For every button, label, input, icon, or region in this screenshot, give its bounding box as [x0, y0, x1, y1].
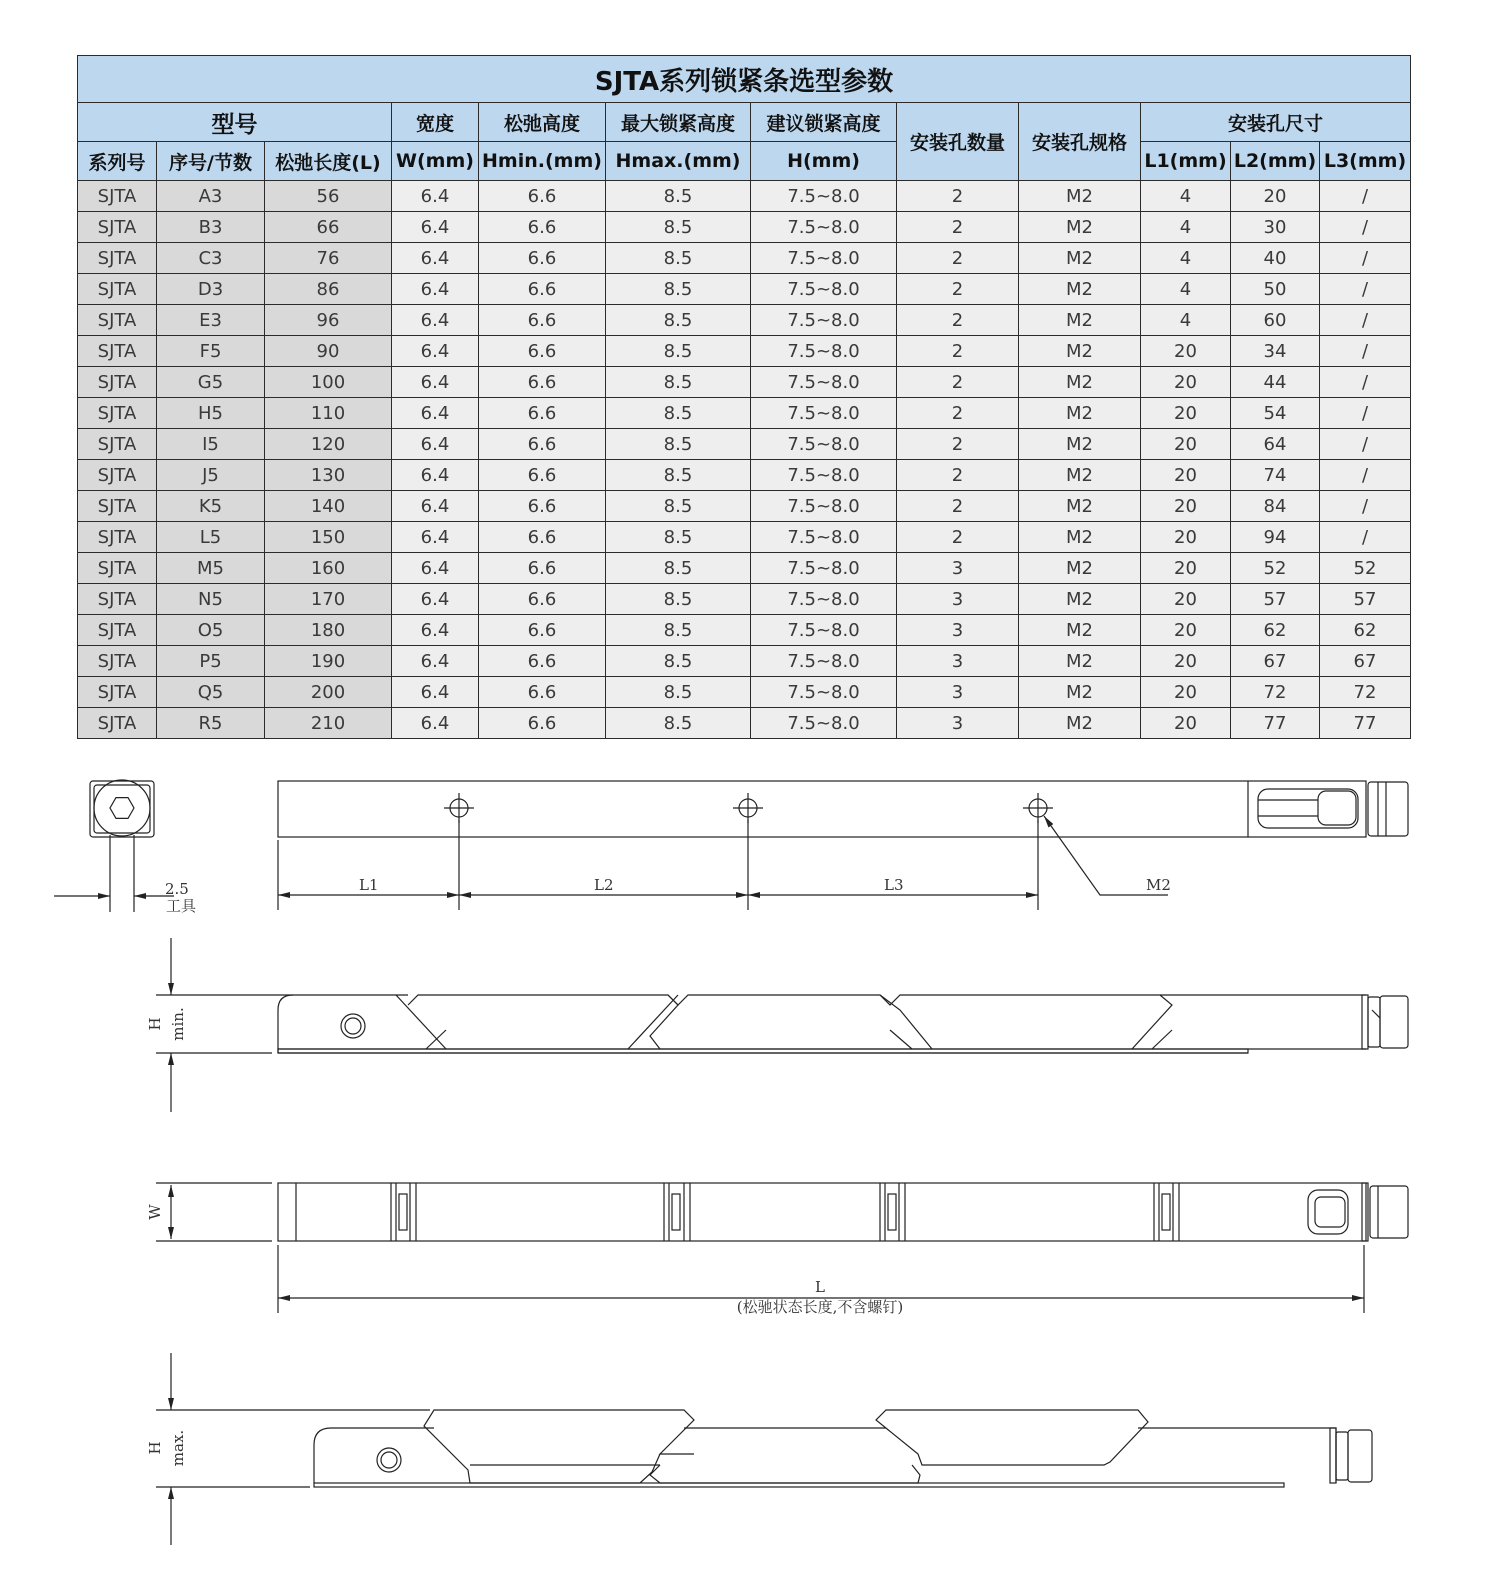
cell-length: 170 — [265, 584, 392, 615]
cell-hole-spec: M2 — [1019, 615, 1141, 646]
cell-l1: 20 — [1141, 429, 1231, 460]
cell-hole-count: 2 — [897, 429, 1019, 460]
cell-l1: 4 — [1141, 305, 1231, 336]
cell-w: 6.4 — [392, 212, 479, 243]
cell-l3: 62 — [1320, 615, 1411, 646]
cell-l1: 4 — [1141, 243, 1231, 274]
cell-h: 7.5~8.0 — [751, 429, 897, 460]
cell-hole-spec: M2 — [1019, 460, 1141, 491]
cell-l1: 20 — [1141, 708, 1231, 739]
cell-length: 210 — [265, 708, 392, 739]
cell-code: N5 — [157, 584, 265, 615]
cell-h: 7.5~8.0 — [751, 584, 897, 615]
side-view-hmax — [156, 1353, 1372, 1545]
cell-l1: 20 — [1141, 677, 1231, 708]
tool-size-label: 2.5 — [165, 880, 189, 898]
cell-code: L5 — [157, 522, 265, 553]
cell-length: 190 — [265, 646, 392, 677]
cell-code: C3 — [157, 243, 265, 274]
cell-length: 160 — [265, 553, 392, 584]
cell-w: 6.4 — [392, 584, 479, 615]
cell-h: 7.5~8.0 — [751, 553, 897, 584]
cell-series: SJTA — [78, 584, 157, 615]
cell-hmin: 6.6 — [479, 212, 606, 243]
cell-hmax: 8.5 — [606, 522, 751, 553]
cell-w: 6.4 — [392, 460, 479, 491]
cell-hmax: 8.5 — [606, 460, 751, 491]
cell-l2: 44 — [1231, 367, 1320, 398]
cell-length: 76 — [265, 243, 392, 274]
header-l1: L1(mm) — [1141, 142, 1231, 181]
cell-l3: / — [1320, 429, 1411, 460]
cell-w: 6.4 — [392, 708, 479, 739]
top-view — [278, 781, 1408, 910]
cell-hmax: 8.5 — [606, 429, 751, 460]
header-width: 宽度 — [392, 103, 479, 142]
cell-series: SJTA — [78, 429, 157, 460]
cell-l2: 20 — [1231, 181, 1320, 212]
cell-series: SJTA — [78, 274, 157, 305]
l2-label: L2 — [594, 876, 614, 894]
cell-code: Q5 — [157, 677, 265, 708]
cell-hole-count: 3 — [897, 646, 1019, 677]
cell-length: 100 — [265, 367, 392, 398]
cell-w: 6.4 — [392, 274, 479, 305]
dimension-labels — [146, 876, 1171, 1466]
cell-h: 7.5~8.0 — [751, 274, 897, 305]
cell-hole-count: 3 — [897, 677, 1019, 708]
cell-hmin: 6.6 — [479, 367, 606, 398]
hmax-sub-label: max. — [169, 1429, 187, 1467]
header-hole-size: 安装孔尺寸 — [1141, 103, 1411, 142]
cell-hole-count: 2 — [897, 212, 1019, 243]
cell-l3: / — [1320, 243, 1411, 274]
header-h: 建议锁紧高度 — [751, 103, 897, 142]
cell-code: P5 — [157, 646, 265, 677]
table-title: SJTA系列锁紧条选型参数 — [78, 56, 1411, 103]
cell-code: F5 — [157, 336, 265, 367]
header-w-mm: W(mm) — [392, 142, 479, 181]
cell-code: G5 — [157, 367, 265, 398]
header-l3: L3(mm) — [1320, 142, 1411, 181]
cell-series: SJTA — [78, 212, 157, 243]
cell-l2: 34 — [1231, 336, 1320, 367]
cell-hmin: 6.6 — [479, 677, 606, 708]
cell-w: 6.4 — [392, 367, 479, 398]
cell-hole-count: 2 — [897, 274, 1019, 305]
cell-w: 6.4 — [392, 429, 479, 460]
tool-label: 工具 — [166, 897, 197, 915]
cell-hole-spec: M2 — [1019, 584, 1141, 615]
cell-h: 7.5~8.0 — [751, 646, 897, 677]
cell-length: 90 — [265, 336, 392, 367]
cell-hmin: 6.6 — [479, 522, 606, 553]
cell-l2: 50 — [1231, 274, 1320, 305]
cell-hole-count: 2 — [897, 243, 1019, 274]
cell-hmax: 8.5 — [606, 274, 751, 305]
cell-l3: 72 — [1320, 677, 1411, 708]
cell-w: 6.4 — [392, 677, 479, 708]
cell-hmax: 8.5 — [606, 677, 751, 708]
cell-l2: 40 — [1231, 243, 1320, 274]
cell-l1: 20 — [1141, 491, 1231, 522]
cell-hmin: 6.6 — [479, 553, 606, 584]
cell-hmin: 6.6 — [479, 708, 606, 739]
cell-h: 7.5~8.0 — [751, 212, 897, 243]
cell-code: D3 — [157, 274, 265, 305]
cell-hmax: 8.5 — [606, 336, 751, 367]
cell-hmax: 8.5 — [606, 615, 751, 646]
cell-code: J5 — [157, 460, 265, 491]
cell-l3: / — [1320, 181, 1411, 212]
hmin-sub-label: min. — [169, 1007, 187, 1041]
width-view — [156, 1183, 1408, 1313]
cell-hole-count: 2 — [897, 367, 1019, 398]
cell-hole-spec: M2 — [1019, 367, 1141, 398]
cell-l2: 67 — [1231, 646, 1320, 677]
cell-l1: 4 — [1141, 274, 1231, 305]
cell-l2: 94 — [1231, 522, 1320, 553]
cell-hole-spec: M2 — [1019, 429, 1141, 460]
cell-l1: 20 — [1141, 615, 1231, 646]
cell-hole-count: 2 — [897, 398, 1019, 429]
cell-series: SJTA — [78, 491, 157, 522]
header-l2: L2(mm) — [1231, 142, 1320, 181]
cell-series: SJTA — [78, 398, 157, 429]
cell-hole-count: 3 — [897, 553, 1019, 584]
cell-l2: 60 — [1231, 305, 1320, 336]
header-hole-spec: 安装孔规格 — [1019, 103, 1141, 181]
cell-hole-count: 2 — [897, 491, 1019, 522]
cell-h: 7.5~8.0 — [751, 367, 897, 398]
cell-hole-spec: M2 — [1019, 398, 1141, 429]
cell-l2: 74 — [1231, 460, 1320, 491]
cell-l2: 64 — [1231, 429, 1320, 460]
cell-h: 7.5~8.0 — [751, 305, 897, 336]
cell-length: 66 — [265, 212, 392, 243]
cell-series: SJTA — [78, 181, 157, 212]
cell-l1: 20 — [1141, 367, 1231, 398]
cell-length: 110 — [265, 398, 392, 429]
mount-hole-1 — [444, 793, 474, 823]
cell-w: 6.4 — [392, 305, 479, 336]
hmin-h-label: H — [146, 1017, 164, 1031]
cell-hmax: 8.5 — [606, 553, 751, 584]
cell-l3: / — [1320, 398, 1411, 429]
cell-hmax: 8.5 — [606, 398, 751, 429]
hex-socket-icon — [110, 798, 134, 819]
cell-l1: 20 — [1141, 336, 1231, 367]
cell-hole-spec: M2 — [1019, 522, 1141, 553]
cell-code: I5 — [157, 429, 265, 460]
cell-code: B3 — [157, 212, 265, 243]
cell-l1: 20 — [1141, 460, 1231, 491]
cell-l3: / — [1320, 305, 1411, 336]
cell-l1: 20 — [1141, 398, 1231, 429]
cell-hole-count: 3 — [897, 708, 1019, 739]
cell-h: 7.5~8.0 — [751, 181, 897, 212]
cell-w: 6.4 — [392, 522, 479, 553]
cell-l3: / — [1320, 522, 1411, 553]
cell-hmax: 8.5 — [606, 181, 751, 212]
cell-hmax: 8.5 — [606, 367, 751, 398]
cell-hmax: 8.5 — [606, 491, 751, 522]
header-model: 型号 — [78, 103, 392, 142]
cell-hmin: 6.6 — [479, 181, 606, 212]
cell-hole-spec: M2 — [1019, 181, 1141, 212]
hole-callout-label: M2 — [1146, 876, 1171, 894]
cell-l2: 84 — [1231, 491, 1320, 522]
cell-hole-spec: M2 — [1019, 212, 1141, 243]
cell-hmax: 8.5 — [606, 243, 751, 274]
cell-hole-spec: M2 — [1019, 677, 1141, 708]
header-hmin-mm: Hmin.(mm) — [479, 142, 606, 181]
w-label: W — [146, 1204, 164, 1220]
cell-l1: 20 — [1141, 584, 1231, 615]
cell-hmin: 6.6 — [479, 243, 606, 274]
end-view — [54, 780, 174, 912]
cell-w: 6.4 — [392, 615, 479, 646]
header-series: 系列号 — [78, 142, 157, 181]
header-hmax: 最大锁紧高度 — [606, 103, 751, 142]
cell-length: 200 — [265, 677, 392, 708]
cell-h: 7.5~8.0 — [751, 615, 897, 646]
cell-hole-spec: M2 — [1019, 243, 1141, 274]
cell-w: 6.4 — [392, 243, 479, 274]
cell-w: 6.4 — [392, 398, 479, 429]
cell-code: K5 — [157, 491, 265, 522]
cell-hole-spec: M2 — [1019, 491, 1141, 522]
cell-l1: 20 — [1141, 522, 1231, 553]
cell-code: E3 — [157, 305, 265, 336]
cell-l3: / — [1320, 336, 1411, 367]
cell-hole-spec: M2 — [1019, 646, 1141, 677]
cell-length: 86 — [265, 274, 392, 305]
cell-hmin: 6.6 — [479, 429, 606, 460]
cell-hmin: 6.6 — [479, 584, 606, 615]
cell-w: 6.4 — [392, 553, 479, 584]
cell-hmax: 8.5 — [606, 584, 751, 615]
cell-l2: 54 — [1231, 398, 1320, 429]
cell-hmax: 8.5 — [606, 305, 751, 336]
cell-hmin: 6.6 — [479, 615, 606, 646]
cell-l2: 62 — [1231, 615, 1320, 646]
cell-series: SJTA — [78, 615, 157, 646]
cell-l3: 52 — [1320, 553, 1411, 584]
header-length: 松弛长度(L) — [265, 142, 392, 181]
cell-code: O5 — [157, 615, 265, 646]
cell-hmin: 6.6 — [479, 460, 606, 491]
cell-series: SJTA — [78, 367, 157, 398]
cell-l2: 72 — [1231, 677, 1320, 708]
cell-l3: / — [1320, 460, 1411, 491]
cell-hole-spec: M2 — [1019, 708, 1141, 739]
cell-hmin: 6.6 — [479, 398, 606, 429]
cell-l2: 52 — [1231, 553, 1320, 584]
mount-hole-3 — [1023, 793, 1053, 823]
cell-l3: / — [1320, 212, 1411, 243]
cell-length: 130 — [265, 460, 392, 491]
cell-series: SJTA — [78, 336, 157, 367]
cell-series: SJTA — [78, 305, 157, 336]
header-hole-count: 安装孔数量 — [897, 103, 1019, 181]
cell-l2: 57 — [1231, 584, 1320, 615]
cell-w: 6.4 — [392, 491, 479, 522]
cell-code: A3 — [157, 181, 265, 212]
cell-l3: / — [1320, 367, 1411, 398]
cell-l1: 20 — [1141, 553, 1231, 584]
cell-hmin: 6.6 — [479, 491, 606, 522]
l1-label: L1 — [359, 876, 379, 894]
cell-hmax: 8.5 — [606, 646, 751, 677]
cell-length: 120 — [265, 429, 392, 460]
cell-code: H5 — [157, 398, 265, 429]
cell-hole-spec: M2 — [1019, 274, 1141, 305]
l-label: L — [815, 1278, 825, 1296]
cell-code: R5 — [157, 708, 265, 739]
mount-hole-2 — [733, 793, 763, 823]
cell-l1: 4 — [1141, 181, 1231, 212]
cell-hole-count: 2 — [897, 305, 1019, 336]
cell-hmax: 8.5 — [606, 708, 751, 739]
cell-hole-count: 3 — [897, 584, 1019, 615]
cell-series: SJTA — [78, 646, 157, 677]
header-code: 序号/节数 — [157, 142, 265, 181]
cell-l2: 30 — [1231, 212, 1320, 243]
cell-hmin: 6.6 — [479, 305, 606, 336]
hmax-h-label: H — [146, 1441, 164, 1455]
cell-series: SJTA — [78, 460, 157, 491]
header-hmax-mm: Hmax.(mm) — [606, 142, 751, 181]
cell-series: SJTA — [78, 708, 157, 739]
cell-h: 7.5~8.0 — [751, 708, 897, 739]
cell-series: SJTA — [78, 243, 157, 274]
cell-l3: / — [1320, 491, 1411, 522]
cell-l3: 57 — [1320, 584, 1411, 615]
cell-hmin: 6.6 — [479, 336, 606, 367]
cell-hole-spec: M2 — [1019, 305, 1141, 336]
cell-h: 7.5~8.0 — [751, 460, 897, 491]
cell-hole-count: 3 — [897, 615, 1019, 646]
l3-label: L3 — [884, 876, 904, 894]
cell-w: 6.4 — [392, 181, 479, 212]
cell-hole-count: 2 — [897, 460, 1019, 491]
cell-series: SJTA — [78, 522, 157, 553]
cell-hole-count: 2 — [897, 522, 1019, 553]
cell-l3: 77 — [1320, 708, 1411, 739]
cell-hmin: 6.6 — [479, 646, 606, 677]
cell-length: 150 — [265, 522, 392, 553]
header-h-mm: H(mm) — [751, 142, 897, 181]
cell-w: 6.4 — [392, 336, 479, 367]
cell-h: 7.5~8.0 — [751, 336, 897, 367]
cell-hole-spec: M2 — [1019, 336, 1141, 367]
cell-length: 56 — [265, 181, 392, 212]
cell-h: 7.5~8.0 — [751, 491, 897, 522]
cell-l1: 20 — [1141, 646, 1231, 677]
cell-length: 96 — [265, 305, 392, 336]
cell-code: M5 — [157, 553, 265, 584]
cell-hmin: 6.6 — [479, 274, 606, 305]
cell-hole-spec: M2 — [1019, 553, 1141, 584]
cell-h: 7.5~8.0 — [751, 522, 897, 553]
side-view-hmin — [156, 938, 1408, 1112]
l-note-label: (松驰状态长度,不含螺钉) — [736, 1298, 904, 1316]
cell-l2: 77 — [1231, 708, 1320, 739]
cell-h: 7.5~8.0 — [751, 677, 897, 708]
cell-length: 180 — [265, 615, 392, 646]
cell-l1: 4 — [1141, 212, 1231, 243]
cell-l3: 67 — [1320, 646, 1411, 677]
header-hmin: 松弛高度 — [479, 103, 606, 142]
cell-hole-count: 2 — [897, 336, 1019, 367]
cell-hole-count: 2 — [897, 181, 1019, 212]
cell-hmax: 8.5 — [606, 212, 751, 243]
cell-series: SJTA — [78, 553, 157, 584]
cell-w: 6.4 — [392, 646, 479, 677]
cell-l3: / — [1320, 274, 1411, 305]
cell-length: 140 — [265, 491, 392, 522]
cell-h: 7.5~8.0 — [751, 398, 897, 429]
cell-h: 7.5~8.0 — [751, 243, 897, 274]
cell-series: SJTA — [78, 677, 157, 708]
